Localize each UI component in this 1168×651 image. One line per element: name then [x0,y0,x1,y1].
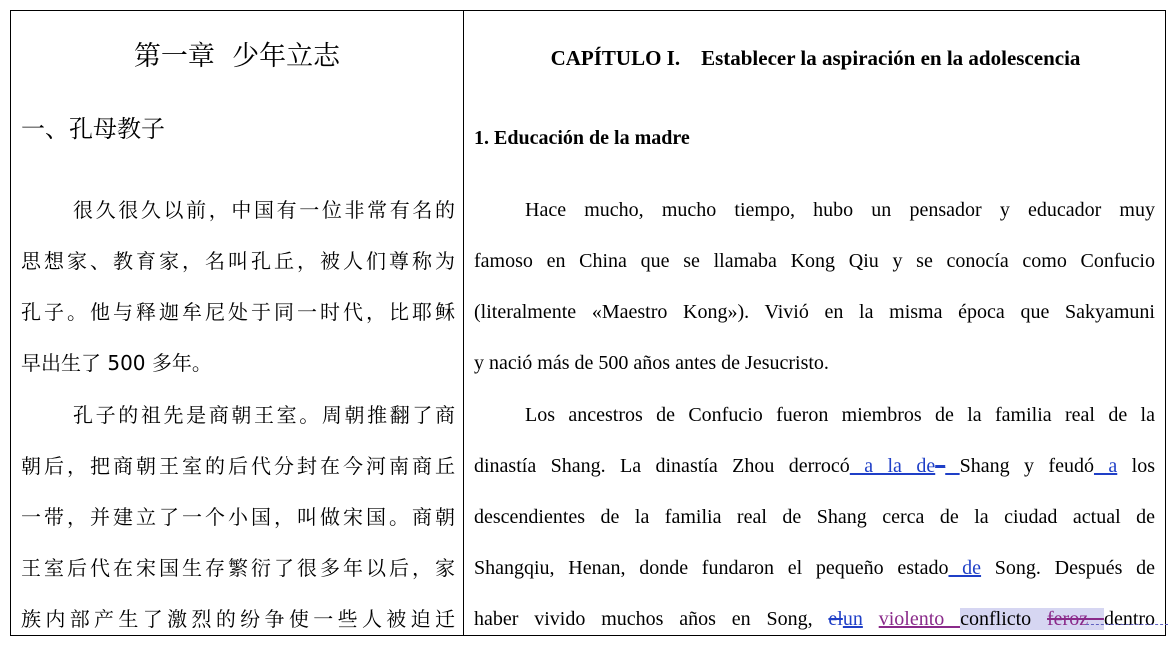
text-run: Shang y feudó [959,455,1094,477]
text-line-es-tracked [474,451,1155,481]
section-title-es: 1. Educación de la madre [474,127,690,149]
text-run: dentro [1103,608,1156,630]
tracked-deletion[interactable]: feroz [1047,608,1104,630]
text-run: dinastía Shang. La dinastía Zhou derrocó [474,455,850,477]
tracked-insertion[interactable]: violento [878,608,961,630]
text-run: conflicto [960,608,1048,630]
tracked-insertion[interactable]: a [1093,455,1118,477]
text-line-zh: 一带，并建立了一个小国，叫做宋国。商朝 [21,505,455,529]
tracked-insertion[interactable]: un [842,608,863,630]
tracked-insertion[interactable] [945,455,959,477]
text-line-es: (literalmente «Maestro Kong»). Vivió en la misma época que Sakyamuni [474,301,1155,323]
text-run: haber vivido muchos años en Song, [474,608,829,630]
text-line-es: famoso en China que se llamaba Kong Qiu y se conocía como Confucio [474,250,1155,272]
text-line-zh: 王室后代在宋国生存繁衍了很多年以后，家 [21,556,455,580]
text-line-es: descendientes de la familia real de Shang cerca de la ciudad actual de [474,506,1155,528]
spanish-column [464,11,1166,635]
text-line-zh: 早出生了 500 多年。 [21,351,212,375]
text-line-es-tracked [474,553,1155,583]
chapter-title-es: CAPÍTULO I. Establecer la aspiración en la adolescencia [550,46,1081,70]
text-line-zh: 朝后，把商朝王室的后代分封在今河南商丘 [21,454,455,478]
bilingual-table [10,10,1166,636]
text-line-zh: 孔子。他与释迦牟尼处于同一时代，比耶稣 [21,300,455,324]
commented-text[interactable] [960,608,1104,630]
tracked-deletion[interactable]: el [828,608,843,630]
text-run: los [1117,455,1155,477]
text-run: Song. Después de [981,557,1155,579]
text-line-zh: 很久很久以前，中国有一位非常有名的 [73,198,455,222]
tracked-insertion[interactable]: de [948,557,982,579]
text-line-es: Hace mucho, mucho tiempo, hubo un pensador y educador muy [525,199,1155,221]
chinese-column [11,11,463,635]
tracked-insertion[interactable]: a la de [849,455,936,477]
text-line-es: y nació más de 500 años antes de Jesucristo. [474,352,829,374]
chapter-title-zh: 第一章 少年立志 [133,41,341,72]
text-run: Shangqiu, Henan, donde fundaron el pequeño estado [474,557,949,579]
text-line-es-tracked [474,604,1155,634]
text-line-es: Los ancestros de Confucio fueron miembros de la familia real de la [525,404,1155,426]
text-run [863,608,879,630]
text-line-zh: 族内部产生了激烈的纷争使一些人被迫迁 [21,607,455,631]
text-line-zh: 思想家、教育家，名叫孔丘，被人们尊称为 [21,249,455,273]
text-line-zh: 孔子的祖先是商朝王室。周朝推翻了商 [73,403,455,427]
tracked-deletion[interactable]: – [935,455,946,477]
section-title-zh: 一、孔母教子 [21,115,165,143]
comment-anchor-line [1086,624,1168,625]
